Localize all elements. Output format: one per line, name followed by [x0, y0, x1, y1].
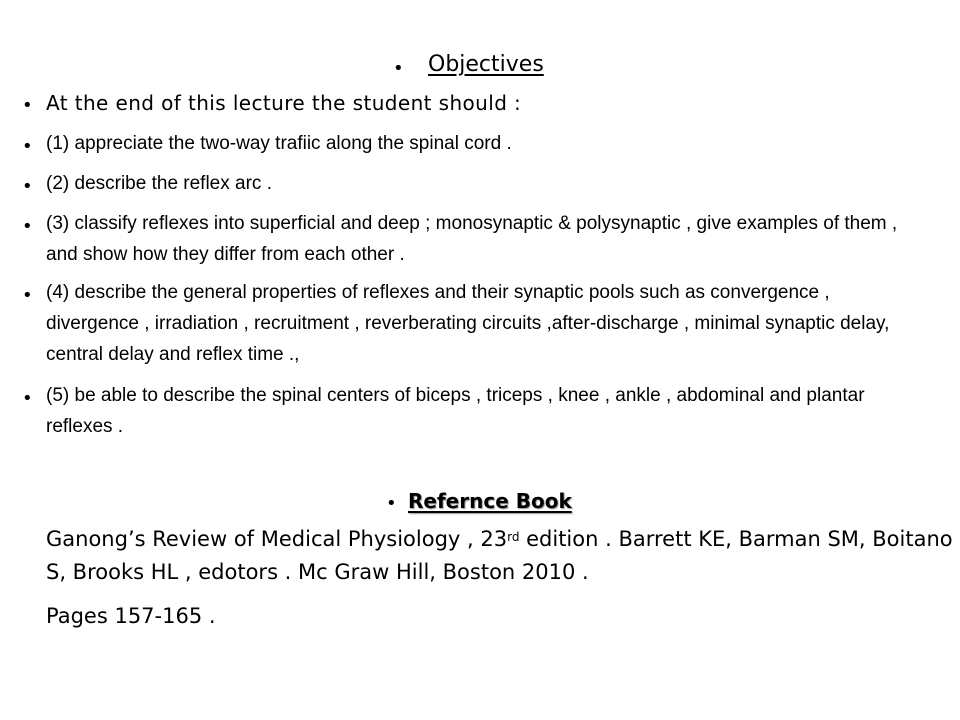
objective-text: (1) appreciate the two-way trafiic along the spinal cord .: [46, 133, 512, 154]
citation-superscript: rd: [507, 530, 520, 544]
bullet: •: [22, 285, 33, 306]
objective-text: (4) describe the general properties of reflexes and their synaptic pools such as convergence , divergence , irradiation , recruitment , reverberating circuits ,after-discharge , minimal synaptic delay, central delay and reflex time .,: [46, 282, 890, 365]
objective-text: (3) classify reflexes into superficial and deep ; monosynaptic & polysynaptic , give examples of them , and show how they differ from each other .: [46, 213, 898, 265]
citation-text: Ganong’s Review of Medical Physiology , 23: [46, 527, 508, 551]
objectives-intro: At the end of this lecture the student should :: [46, 91, 522, 115]
bullet: •: [386, 493, 397, 514]
objective-text: (5) be able to describe the spinal centers of biceps , triceps , knee , ankle , abdominal and plantar reflexes .: [46, 385, 865, 437]
objective-text: (2) describe the reflex arc .: [46, 173, 272, 194]
reference-pages: Pages 157-165 .: [46, 604, 216, 628]
reference-heading: Refernce Book: [408, 489, 572, 513]
bullet: •: [22, 95, 33, 116]
bullet: •: [22, 531, 33, 552]
bullet: •: [22, 606, 33, 627]
reference-citation: [46, 523, 956, 589]
objectives-heading: Objectives: [428, 52, 544, 77]
citation-text-continued: edition . Barrett KE, Barman SM, Boitano S, Brooks HL , edotors . Mc Graw Hill, Boston 2010 .: [46, 527, 953, 584]
bullet: •: [22, 176, 33, 197]
bullet: •: [22, 216, 33, 237]
bullet: •: [393, 58, 404, 79]
bullet: •: [22, 136, 33, 157]
bullet: •: [22, 388, 33, 409]
